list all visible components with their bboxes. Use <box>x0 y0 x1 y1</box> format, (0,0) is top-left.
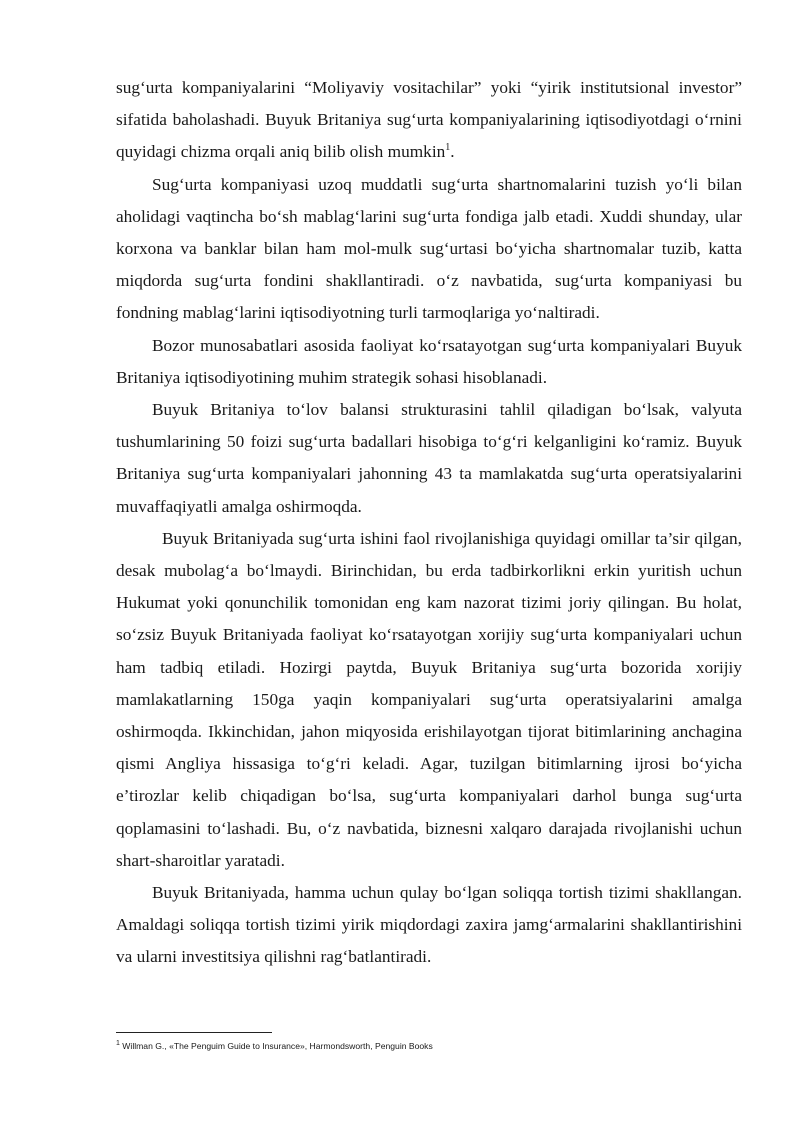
document-page <box>116 72 742 974</box>
paragraph-1-tail: . <box>450 142 455 162</box>
paragraph-5: Buyuk Britaniyada sug‘urta ishini faol rivojlanishiga quyidagi omillar ta’sir qilgan, desak mubolag‘a bo‘lmaydi. Birinchidan, bu erda tadbirkorlikni erkin yuritish uchun Hukumat yoki qonunchilik tomonidan eng kam nazorat tizimi joriy qilingan. Bu holat, so‘zsiz Buyuk Britaniyada faoliyat ko‘rsatayotgan xorijiy sug‘urta kompaniyalari uchun ham tadbiq etiladi. Hozirgi paytda, Buyuk Britaniya sug‘urta bozorida xorijiy mamlakatlarning 150ga yaqin kompaniyalari sug‘urta operatsiyalarini amalga oshirmoqda. Ikkinchidan, jahon miqyosida erishilayotgan tijorat bitimlarining anchagina qismi Angliya hissasiga to‘g‘ri keladi. Agar, tuzilgan bitimlarning ijrosi bo‘yicha e’tirozlar kelib chiqadigan bo‘lsa, sug‘urta kompaniyalari darhol bunga sug‘urta qoplamasini to‘lashadi. Bu, o‘z navbatida, biznesni xalqaro darajada rivojlanishi uchun shart-sharoitlar yaratadi. <box>116 528 742 870</box>
paragraph-1-text: sug‘urta kompaniyalarini “Moliyaviy vositachilar” yoki “yirik institutsional investor” sifatida baholashadi. Buyuk Britaniya sug‘urta kompaniyalarining iqtisodiyotdagi o‘rnini quyidagi chizma orqali aniq bilib olish mumkin <box>116 78 742 162</box>
paragraph-6: Buyuk Britaniyada, hamma uchun qulay bo‘lgan soliqqa tortish tizimi shakllangan. Amaldagi soliqqa tortish tizimi yirik miqdordagi zaxira jamg‘armalarini shakllantirishini va ularni investitsiya qilishni rag‘batlantiradi. <box>116 883 742 967</box>
footnote-divider <box>116 1032 272 1033</box>
paragraph-2: Sug‘urta kompaniyasi uzoq muddatli sug‘urta shartnomalarini tuzish yo‘li bilan aholidagi vaqtincha bo‘sh mablag‘larini sug‘urta fondiga jalb etadi. Xuddi shunday, ular korxona va banklar bilan ham mol-mulk sug‘urtasi bo‘yicha shartnomalar tuzib, katta miqdorda sug‘urta fondini shakllantiradi. o‘z navbatida, sug‘urta kompaniyasi bu fondning mablag‘larini iqtisodiyotning turli tarmoqlariga yo‘naltiradi. <box>116 174 742 323</box>
footnote-number: 1 <box>116 1040 120 1047</box>
paragraph-4: Buyuk Britaniya to‘lov balansi strukturasini tahlil qiladigan bo‘lsak, valyuta tushumlarining 50 foizi sug‘urta badallari hisobiga to‘g‘ri kelganligini ko‘ramiz. Buyuk Britaniya sug‘urta kompaniyalari jahonning 43 ta mamlakatda sug‘urta operatsiyalarini muvaffaqiyatli amalga oshirmoqda. <box>116 400 742 516</box>
paragraph-3: Bozor munosabatlari asosida faoliyat ko‘rsatayotgan sug‘urta kompaniyalari Buyuk Britaniya iqtisodiyotining muhim strategik sohasi hisoblanadi. <box>116 335 742 387</box>
footnote <box>116 1040 742 1052</box>
paragraph-1 <box>116 72 742 169</box>
footnote-reference[interactable]: 1 <box>445 142 451 154</box>
footnote-text: Willman G., «The Penguim Guide to Insurance», Harmondsworth, Penguin Books <box>119 1041 433 1051</box>
